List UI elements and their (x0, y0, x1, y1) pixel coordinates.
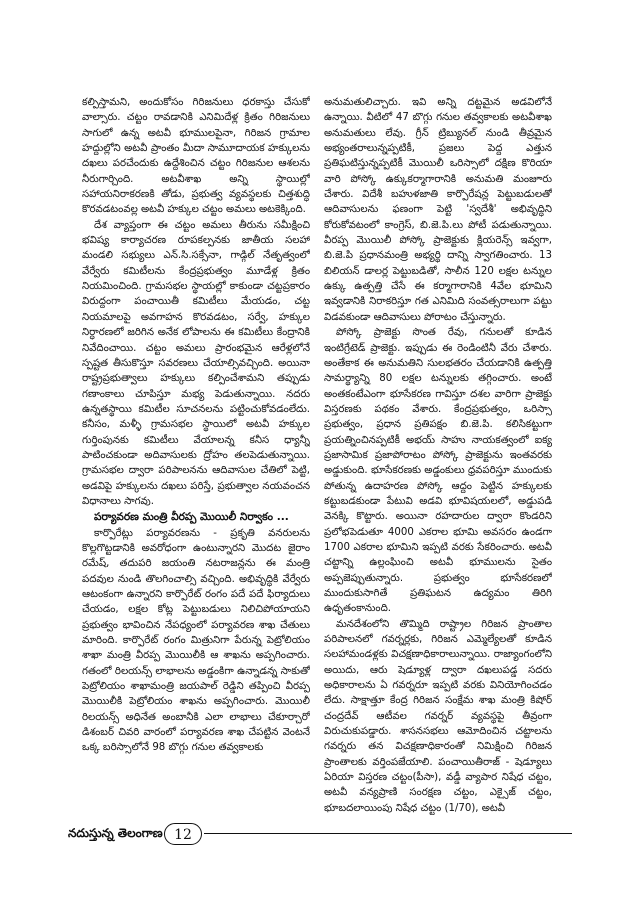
footer-divider (204, 833, 572, 834)
right-paragraph-3: మనదేశంలోని తొమ్మిది రాష్ట్రాల గిరిజన ప్రాంతాల పరిపాలనలో గవర్నర్లకు, గిరిజన ఎమ్మెల్యేలతో కూడిన సలహామండళ్లకు విచక్షణాధికారాలున్నాయి. రాజ్యాంగంలోని అయిదు, ఆరు షెడ్యూళ్ల ద్వారా దఖలుపడ్డ సదరు అధికారాలను ఏ గవర్నరూ ఇప్పటి వరకు వినియోగించడం లేదు. సాక్షాత్తూ కేంద్ర గిరిజన సంక్షేమ శాఖ మంత్రి కిషోర్ చంద్రదేవ్ ఆటీవల గవర్నర్ వ్యవస్థపై తీవ్రంగా విరుచుకుపడ్డారు. శాసనసభలు ఆమోదించిన చట్టాలను గవర్నరు తన విచక్షణాధికారంతో నిమిక్షించి గిరిజన ప్రాంతాలకు వర్తింపజేయాలి. పంచాయితీరాజ్ - షెడ్యూలు ఏరియా విస్తరణ చట్టం(పీసా), వడ్డీ వ్యాపార నిషేధ చట్టం, అటవీ వన్యప్రాణి సంరక్షణ చట్టం, ఎక్సైజ్ చట్టం, భూబదలాయింపు నిషేధ చట్టం (1/70), అటవీ (324, 618, 552, 814)
right-paragraph-2: పోస్కో ప్రాజెక్టు సొంత రేవు, గనులతో కూడిన ఇంటిగ్రేటెడ్ ప్రాజెక్టు. ఇప్పుడు ఈ రెండింటినీ వేరు చేశారు. అంతేకాక ఈ అనుమతిని సులభతరం చేయడానికి ఉత్పత్తి సామర్థ్యాన్ని 80 లక్షల టన్నులకు తగ్గించారు. అంటే అంతకంటేఎంగా భూసేకరణ గావిస్తూ దశల వారిగా ప్రాజెక్టు విస్తరణకు పథకం వేశారు. కేంద్రప్రభుత్వం, ఒరిస్సా ప్రభుత్వం, ప్రధాన ప్రతిపక్షం బి.జె.పి. కలిసికట్టుగా ప్రయత్నించినప్పటికీ అభయ్ సాహు నాయకత్వంలో ఐక్య ప్రజాసామిక ప్రజాపోరాటం పోస్కో ప్రాజెక్టును ఇంతవరకు అడ్డుకుంది. భూసేకరణకు అడ్డంకులు ధ్రవపరిస్తూ ముందుకు పోతున్న ఉదాహరణ పోస్కో ఆద్దం పెట్టిన హక్కులకు కట్టుబడకుండా పేటువి అడవి భూవిషయలలో, అడ్డుపడి వెనక్కి కొట్టారు. అయినా రహదారుల ద్వారా కొండరిని ప్రలోభపెడుతూ 4000 ఎకరాల భూమి అవసరం ఉండగా 1700 ఎకరాల భూమిని ఇప్పటి వరకు సేకరించారు. అటవీ చట్టాన్ని ఉల్లంఘించి అటవీ భూములను సైతం అప్పజెప్పుతున్నారు. ప్రభుత్వం భూసేకరణలో ముందుకుసాగితే ప్రతిఘటన ఉద్యమం తిరిగి ఉధృతంకానుంది. (324, 327, 552, 615)
left-paragraph-3: కార్పొరేట్లు పర్యావరణను - ప్రకృతి వనరులను కొల్లగొట్టడానికి అవరోధంగా ఉంటున్నారని మొదట జైరాం రమేష్, తదుపరి జయంతి నటరాజన్లను ఈ మంత్రి పదవుల నుండి తొలగించాల్సి వచ్చింది. అభివృద్ధికి వేర్వేరు ఆటంకంగా ఉన్నారని కార్పొరేట్ రంగం పదే పదే ఫిర్యాదులు చేయడం, లక్షల కోట్ల పెట్టుబడులు నిలిచిపోయాయని ప్రభుత్వం భావించిన నేపధ్యంలో పర్యావరణ శాఖ చేతులు మారింది. కార్పొరేట్ రంగం మిత్రునిగా పేరున్న పెట్రోలియం శాఖా మంత్రి వీరప్ప మొయిలీకి ఆ శాఖను అప్పగించారు. గతంలో రిలయన్స్ లాభాలను అడ్డంకిగా ఉన్నాడన్న సాకుతో పెట్రోలియం శాఖామంత్రి జయపాల్ రెడ్డిని తప్పించి వీరప్ప మొయిలీకి పెట్రోలియం శాఖను అప్పగించారు. మొయిలీ రిలయన్స్ అధినేత అంబానీకి ఎలా లాభాలు చేకూర్చారో డిశంబర్ చివరి వారంలో పర్యావరణ శాఖ చేపట్టిన వెంటనే ఒక్క బరిస్సాలోనే 98 బొగ్గు గనుల తవ్వకాలకు (82, 527, 310, 754)
right-paragraph-1: అనుమతులిచ్చారు. ఇవి అన్ని దట్టమైన అడవిలోనే ఉన్నాయి. వీటిలో 47 బొగ్గు గనుల తవ్వకాలకు అటవీశాఖ అనుమతులు లేవు. గ్రీన్ ట్రిబ్యునల్ నుండి తీవ్రమైన అభ్యంతరాలున్నప్పటికీ, ప్రజలు పెద్ద ఎత్తున ప్రతిఘటిస్తున్నప్పటికీ మొయిలీ ఒరిస్సాలో దక్షిణ కొరియా వారి పోస్కో ఉక్కుకర్మాగారానికి అనుమతి మంజూరు చేశారు. విదేశీ బహుళజాతి కార్పొరేషన్ల పెట్టుబడులతో ఆదివాసులను ఫణంగా పెట్టి 'స్వదేశీ' అభివృద్ధిని కోరుకోవటంలో కాంగ్రెస్, బి.జె.పి.లు పోటీ పడుతున్నాయి. వీరప్ప మొయిలీ పోస్కో ప్రాజెక్టుకు క్లియరెన్స్ ఇవ్వగా, బి.జె.పి ప్రధానమంత్రి అభ్యర్థి దాన్ని స్వాగతించారు. 13 బిలియన్ డాలర్ల పెట్టుబడితో, సాలీన 120 లక్షల టన్నుల ఉక్కు ఉత్పత్తి చేసే ఈ కర్మాగారానికి 4వేల భూమిని ఇవ్వడానికి నిరాకరిస్తూ గత ఎనిమిది సంవత్సరాలుగా పట్టు విడవకుండా ఆదివాసులు పోరాటం చేస్తున్నారు. (324, 97, 552, 323)
magazine-title: నదుస్తున్న తెలంగాణ (68, 826, 163, 840)
left-paragraph-1: కల్పిస్తామని, అందుకోసం గిరిజనులు ధరకాస్తు చేసుకో వాల్సారు. చట్టం రావడానికి ఎనిమిదేళ్ల క్రితం గిరిజనులు సాగులో ఉన్న అటవీ భూములపైనా, గిరిజన గ్రామాల హద్దుల్లోని అటవీ ప్రాంతం మీదా సామూదాయక హక్కులను దఖలు పరచేందుకు ఉద్దేశించిన చట్టం గిరిజనుల ఆశలను నీరుగార్చింది. అటవీశాఖ అన్ని స్థాయిల్లో సహాయనిరాకరణకి తోడు, ప్రభుత్వ వ్యవస్థలకు చిత్తశుద్ధి కొరవడటంవల్ల అటవీ హక్కుల చట్టం అమలు అటకెక్కింది. (82, 97, 310, 216)
left-column (82, 95, 310, 847)
page-number-badge: 12 (164, 823, 202, 845)
right-column (324, 95, 552, 847)
left-paragraph-2: దేశ వ్యాప్తంగా ఈ చట్టం అమలు తీరును సమీక్షించి భవిష్య కార్యాచరణ రూపకల్పనకు జాతీయ సలహా మండలి సభ్యులు ఎన్.సి.సక్సేనా, గాడ్గిల్ నేతృత్వంలో వేర్వేరు కమిటీలను కేంద్రప్రభుత్వం మూడేళ్ల క్రితం నియమించింది. గ్రామసభల స్థాయల్లో కాకుండా చట్టప్రకారం విరుద్దంగా పంచాయితీ కమిటీలు మేయడం, చట్ట నియమాలపై అవగాహన కొరవడటం, సర్వే, హక్కుల నిర్ధారణలో జరిగిన అనేక లోపాలను ఈ కమిటీలు కేంద్రానికి నివేదించాయి. చట్టం అమలు ప్రారంభమైన ఆరేళ్లలోనే స్పష్టత తీసుకొస్తూ సవరణలు చేయాల్సివచ్చింది. అయినా రాష్ట్రప్రభుత్వాలు హక్కులు కల్పించేశామని తప్పుడు గణాంకాలు చూపిస్తూ మభ్య పెడుతున్నాయి. నదరు ఉన్నతస్థాయి కమిటీల సూచనలను పట్టించుకోవడంలేదు. కనీసం, మళ్ళీ గ్రామసభల స్థాయిలో అటవీ హక్కుల గుర్తింపునకు కమిటీలు వేయాలన్న కనీస ధ్యాన్నీ పాటించకుండా అదివాసులకు ద్రోహం తలపెడుతున్నాయి. గ్రామసభల ద్వారా పరిపాలనను ఆదివాసుల చేతిలో పెట్టి, అడవిపై హక్కులను దఖలు పరిస్తే, ప్రభుత్వాల నయవంచన విధానాలు సాగవు. (82, 219, 310, 507)
section-heading: పర్యావరణ మంత్రి వీరప్ప మొయిలీ నిర్వాకం ... (94, 511, 289, 524)
page-footer (68, 823, 572, 847)
